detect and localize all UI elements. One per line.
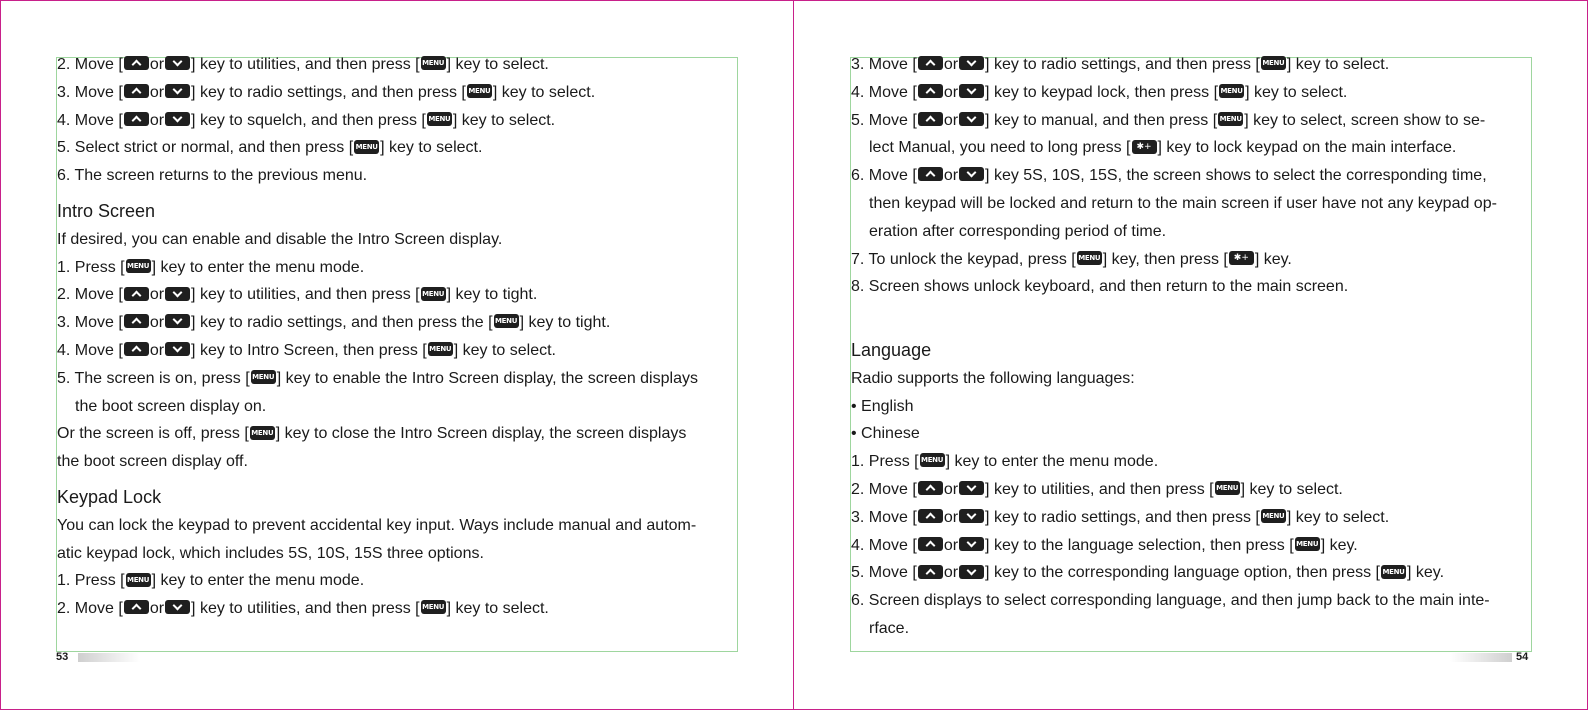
text-line [851, 532, 1497, 560]
section-heading [851, 337, 1497, 365]
text-run: or [943, 56, 959, 73]
text-line [57, 512, 698, 540]
text-run: ] key. [1406, 564, 1445, 582]
chevron-down-key-icon [959, 509, 984, 523]
chevron-down-key-icon [165, 600, 190, 614]
text-line [851, 107, 1497, 135]
text-run: or [149, 314, 165, 332]
chevron-down-key-icon [165, 56, 190, 70]
text-run: or [943, 536, 959, 554]
text-line [57, 79, 698, 107]
text-run: Radio supports the following languages: [851, 369, 1135, 387]
menu-key-icon [250, 426, 275, 440]
text-run: ] key to select. [453, 341, 556, 359]
text-run: the boot screen display on. [75, 397, 267, 415]
text-line [57, 365, 698, 393]
chevron-up-key-icon [918, 537, 943, 551]
blank-line [851, 301, 1497, 329]
text-run: or [943, 111, 959, 129]
text-run: ] key to manual, and then press [ [985, 111, 1218, 129]
text-run: 3. Move [ [57, 83, 123, 101]
star-key-icon [1229, 251, 1254, 265]
text-line [57, 107, 698, 135]
text-run: or [149, 286, 165, 304]
text-line [851, 393, 1497, 421]
text-run: ] key to enter the menu mode. [151, 572, 365, 590]
text-run: ] key to squelch, and then press [ [191, 111, 426, 129]
chevron-down-key-icon [959, 112, 984, 126]
text-run: or [943, 508, 959, 526]
chevron-down-key-icon [959, 481, 984, 495]
text-line [851, 51, 1497, 79]
chevron-up-key-icon [124, 112, 149, 126]
text-run: or [943, 83, 959, 101]
menu-key-icon [421, 56, 446, 70]
menu-key-icon [421, 600, 446, 614]
menu-key-icon [1295, 537, 1320, 551]
text-run: 6. Move [ [851, 167, 917, 185]
text-run: or [943, 480, 959, 498]
text-run: 3. Move [ [851, 508, 917, 526]
chevron-down-key-icon [165, 314, 190, 328]
text-run: 5. The screen is on, press [ [57, 369, 250, 387]
footer-bar-right [1450, 653, 1512, 662]
text-run: 2. Move [ [57, 600, 123, 618]
page-number-right: 54 [1516, 651, 1529, 663]
text-run: You can lock the keypad to prevent accidental key input. Ways include manual and autom- [57, 516, 697, 534]
chevron-up-key-icon [918, 56, 943, 70]
text-run: atic keypad lock, which includes 5S, 10S, 15S three options. [57, 544, 484, 562]
chevron-down-key-icon [165, 112, 190, 126]
text-run: Intro Screen [57, 200, 156, 221]
chevron-up-key-icon [918, 509, 943, 523]
page-border-left [0, 0, 1, 710]
text-run: ] key. [1320, 536, 1358, 554]
text-run: ] key to select. [380, 139, 483, 157]
menu-key-icon [251, 370, 276, 384]
menu-key-icon [126, 573, 151, 587]
text-run: ] key 5S, 10S, 15S, the screen shows to select the corresponding time, [985, 167, 1487, 185]
chevron-up-key-icon [918, 167, 943, 181]
text-line [851, 79, 1497, 107]
text-line [851, 273, 1497, 301]
text-line [851, 587, 1497, 615]
text-line [851, 476, 1497, 504]
section-heading [57, 198, 698, 226]
text-line [57, 162, 698, 190]
text-run: 5. Move [ [851, 111, 917, 129]
text-run: or [149, 56, 165, 73]
chevron-up-key-icon [124, 84, 149, 98]
text-line [57, 309, 698, 337]
text-run: If desired, you can enable and disable the Intro Screen display. [57, 230, 503, 248]
text-line [57, 281, 698, 309]
text-run: • English [851, 397, 914, 415]
text-run: ] key to select. [446, 600, 549, 618]
text-run: Or the screen is off, press [ [57, 425, 249, 443]
text-run: then keypad will be locked and return to the main screen if user have not any keypad op- [869, 194, 1497, 212]
menu-key-icon [1218, 112, 1243, 126]
text-run: or [943, 564, 959, 582]
text-line [57, 567, 698, 595]
text-run: ] key to tight. [446, 286, 538, 304]
chevron-up-key-icon [124, 342, 149, 356]
text-run: ] key to the language selection, then press [ [985, 536, 1294, 554]
text-run: 6. The screen returns to the previous menu. [57, 167, 368, 185]
text-run: 5. Select strict or normal, and then press [ [57, 139, 354, 157]
footer-bar-left [78, 653, 140, 662]
text-run: rface. [869, 619, 910, 637]
text-line [57, 595, 698, 623]
text-line [57, 337, 698, 365]
chevron-up-key-icon [124, 56, 149, 70]
text-line [851, 448, 1497, 476]
text-line [851, 420, 1497, 448]
chevron-down-key-icon [959, 56, 984, 70]
text-run: ] key to the corresponding language option, then press [ [985, 564, 1380, 582]
text-run: 5. Move [ [851, 564, 917, 582]
text-run: ] key to enter the menu mode. [151, 258, 365, 276]
text-run: ] key, then press [ [1102, 250, 1228, 268]
menu-key-icon [428, 342, 453, 356]
menu-key-icon [126, 259, 151, 273]
text-line [851, 190, 1497, 218]
text-run: ] key to close the Intro Screen display, the screen displays [275, 425, 687, 443]
text-run: 3. Move [ [851, 56, 917, 73]
text-run: ] key to select. [1286, 508, 1390, 526]
text-line [851, 218, 1497, 246]
text-run: 3. Move [ [57, 314, 123, 332]
text-run: Keypad Lock [57, 486, 162, 507]
text-run: ] key to utilities, and then press [ [985, 480, 1214, 498]
right-page-content [851, 51, 1497, 643]
menu-key-icon [920, 453, 945, 467]
chevron-down-key-icon [959, 537, 984, 551]
menu-key-icon [1381, 565, 1406, 579]
menu-key-icon [1219, 84, 1244, 98]
chevron-down-key-icon [165, 287, 190, 301]
text-run: 1. Press [ [851, 453, 919, 471]
text-run: ] key. [1254, 250, 1292, 268]
chevron-down-key-icon [165, 342, 190, 356]
text-run: 8. Screen shows unlock keyboard, and then return to the main screen. [851, 278, 1349, 296]
text-run: 1. Press [ [57, 572, 125, 590]
chevron-up-key-icon [918, 481, 943, 495]
text-run: ] key to Intro Screen, then press [ [191, 341, 427, 359]
text-run: 7. To unlock the keypad, press [ [851, 250, 1076, 268]
chevron-up-key-icon [918, 565, 943, 579]
page-number-left: 53 [56, 651, 69, 663]
text-run: 4. Move [ [851, 83, 917, 101]
text-line [851, 162, 1497, 190]
text-run: ] key to lock keypad on the main interface. [1157, 139, 1457, 157]
text-run: ] key to keypad lock, then press [ [985, 83, 1219, 101]
menu-key-icon [494, 314, 519, 328]
text-run: ] key to radio settings, and then press [ [985, 508, 1260, 526]
page-divider [793, 0, 794, 710]
text-run: 2. Move [ [57, 286, 123, 304]
text-run: ] key to select. [1240, 480, 1343, 498]
text-line [851, 134, 1497, 162]
text-run: ] key to utilities, and then press [ [191, 286, 420, 304]
text-run: Language [851, 339, 932, 360]
text-run: or [149, 83, 165, 101]
text-run: ] key to tight. [519, 314, 611, 332]
text-run: ] key to select. [1286, 56, 1390, 73]
chevron-up-key-icon [124, 287, 149, 301]
text-run: ] key to utilities, and then press [ [191, 56, 420, 73]
text-line [57, 134, 698, 162]
menu-key-icon [421, 287, 446, 301]
menu-key-icon [354, 140, 379, 154]
text-run: 1. Press [ [57, 258, 125, 276]
text-line [851, 365, 1497, 393]
page-border-top [0, 0, 1588, 1]
text-line [57, 540, 698, 568]
text-run: 2. Move [ [851, 480, 917, 498]
text-run: • Chinese [851, 425, 920, 443]
text-run: ] key to radio settings, and then press [ [191, 83, 466, 101]
text-run: 4. Move [ [851, 536, 917, 554]
menu-key-icon [467, 84, 492, 98]
text-line [57, 448, 698, 476]
text-line [57, 393, 698, 421]
text-run: ] key to select. [446, 56, 549, 73]
chevron-up-key-icon [124, 314, 149, 328]
text-line [851, 615, 1497, 643]
text-line [57, 226, 698, 254]
text-line [851, 559, 1497, 587]
text-run: 4. Move [ [57, 341, 123, 359]
text-run: ] key to select. [1245, 83, 1348, 101]
chevron-down-key-icon [959, 565, 984, 579]
text-run: ] key to enter the menu mode. [945, 453, 1159, 471]
text-run: 2. Move [ [57, 56, 123, 73]
text-line [57, 51, 698, 79]
menu-key-icon [427, 112, 452, 126]
chevron-up-key-icon [918, 84, 943, 98]
text-run: ] key to select, screen show to se- [1244, 111, 1486, 129]
text-run: lect Manual, you need to long press [ [869, 139, 1131, 157]
chevron-up-key-icon [918, 112, 943, 126]
star-key-icon [1132, 140, 1157, 154]
text-run: ] key to select. [452, 111, 556, 129]
text-run: ] key to select. [492, 83, 596, 101]
text-run: or [149, 341, 165, 359]
text-run: or [149, 600, 165, 618]
menu-key-icon [1261, 56, 1286, 70]
text-run: ] key to radio settings, and then press [ [985, 56, 1260, 73]
text-run: 4. Move [ [57, 111, 123, 129]
text-run: ] key to radio settings, and then press the [ [191, 314, 493, 332]
left-page-content [57, 51, 698, 623]
text-run: eration after corresponding period of time. [869, 222, 1167, 240]
chevron-up-key-icon [124, 600, 149, 614]
chevron-down-key-icon [165, 84, 190, 98]
menu-key-icon [1261, 509, 1286, 523]
chevron-down-key-icon [959, 167, 984, 181]
chevron-down-key-icon [959, 84, 984, 98]
section-heading [57, 484, 698, 512]
text-run: or [943, 167, 959, 185]
menu-key-icon [1077, 251, 1102, 265]
text-run: ] key to utilities, and then press [ [191, 600, 420, 618]
text-line [851, 504, 1497, 532]
menu-key-icon [1215, 481, 1240, 495]
text-run: or [149, 111, 165, 129]
text-run: the boot screen display off. [57, 453, 248, 471]
text-line [57, 254, 698, 282]
text-line [57, 420, 698, 448]
text-line [851, 246, 1497, 274]
text-run: 6. Screen displays to select corresponding language, and then jump back to the main inte- [851, 592, 1490, 610]
text-run: ] key to enable the Intro Screen display, the screen displays [276, 369, 698, 387]
